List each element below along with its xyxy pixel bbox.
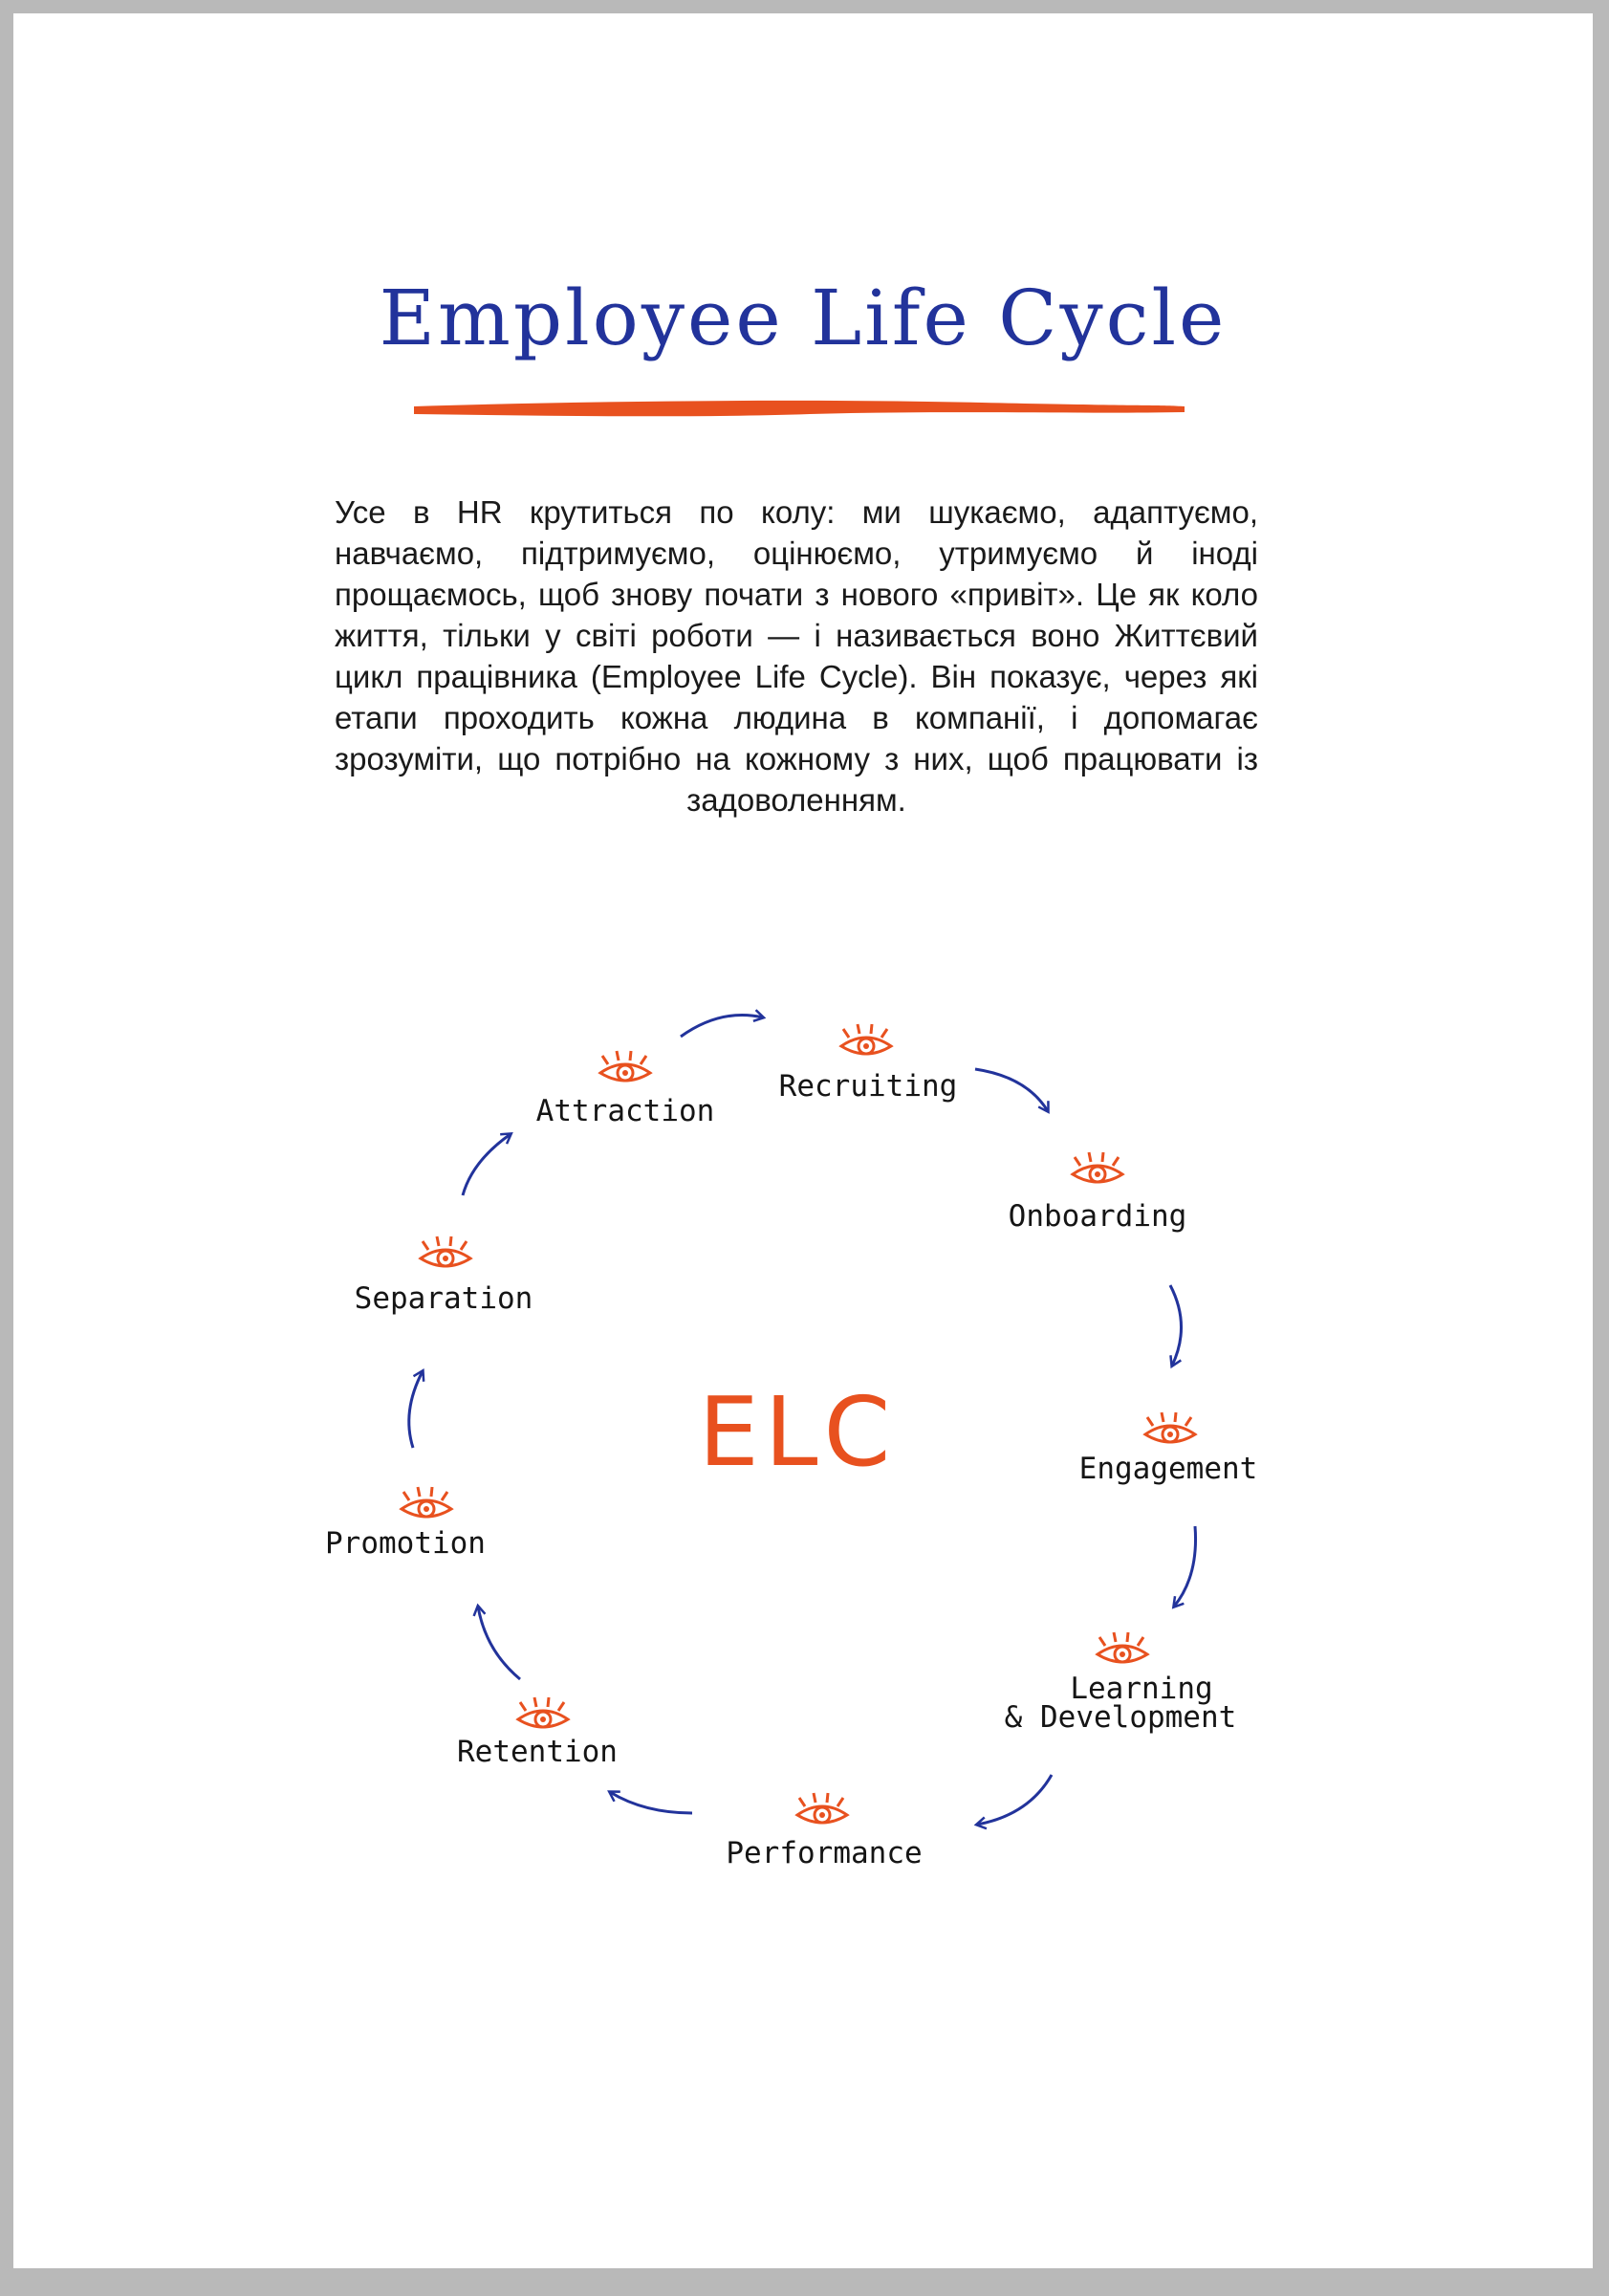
stage-onboarding: Onboarding: [1008, 1199, 1187, 1234]
stage-learning-line2: & Development: [1004, 1700, 1237, 1735]
stage-separation: Separation: [354, 1281, 533, 1316]
eye-icon: [841, 1024, 891, 1054]
intro-paragraph: Усе в HR крутиться по колу: ми шукаємо, адаптуємо, навчаємо, підтримуємо, оцінюємо, утримуємо й іноді прощаємось, щоб знову почати з нового «привіт». Це як коло життя, тільки у світі роботи — і називається воно Життєвий цикл працівника (Employee Life Cycle). Він показує, через які етапи проходить кожна людина в компанії, і допомагає зрозуміти, що потрібно на кожному з них, щоб працювати із задоволенням.: [335, 494, 1258, 818]
stage-learning-line1: Learning: [1070, 1672, 1213, 1706]
stage-performance: Performance: [726, 1836, 923, 1870]
eye-icon: [1073, 1152, 1122, 1182]
eye-icon: [1098, 1632, 1147, 1662]
stage-promotion: Promotion: [325, 1526, 486, 1561]
arrow-attraction-recruiting: [681, 1016, 763, 1038]
eye-icon: [1145, 1412, 1195, 1442]
eye-icon: [600, 1051, 650, 1081]
arrow-engagement-learning: [1174, 1526, 1196, 1607]
arrow-recruiting-onboarding: [975, 1069, 1048, 1111]
stage-attraction: Attraction: [535, 1094, 715, 1128]
stage-recruiting: Recruiting: [778, 1069, 958, 1104]
arrow-promotion-separation: [409, 1371, 423, 1448]
stage-retention: Retention: [457, 1735, 618, 1769]
arrow-retention-promotion: [478, 1607, 520, 1679]
elc-diagram: [13, 13, 1593, 2268]
arrow-onboarding-engagement: [1170, 1285, 1182, 1366]
page-title: Employee Life Cycle: [379, 273, 1228, 362]
eye-icon: [518, 1697, 568, 1727]
arrow-performance-retention: [610, 1792, 692, 1813]
arrow-separation-attraction: [463, 1134, 511, 1195]
center-label: ELC: [698, 1376, 897, 1488]
arrow-learning-performance: [977, 1775, 1052, 1825]
page: [13, 13, 1593, 2268]
eye-icon: [797, 1793, 847, 1823]
stage-engagement: Engagement: [1078, 1452, 1258, 1486]
eye-icon: [402, 1487, 451, 1517]
eye-icon: [421, 1236, 470, 1266]
